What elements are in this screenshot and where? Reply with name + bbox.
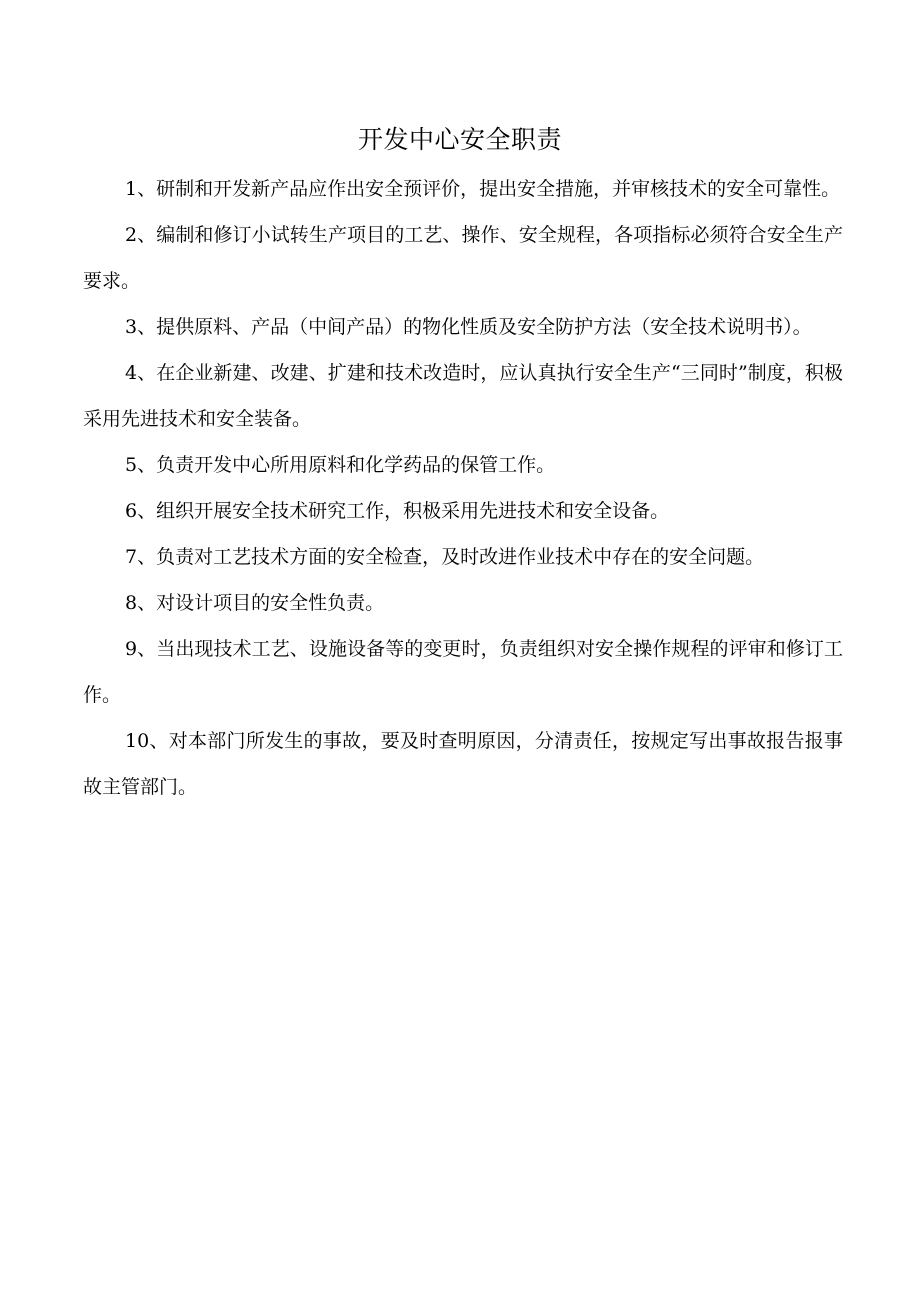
duty-item-6: 6、组织开展安全技术研究工作，积极采用先进技术和安全设备。 bbox=[125, 500, 670, 522]
duty-item-7: 7、负责对工艺技术方面的安全检查，及时改进作业技术中存在的安全问题。 bbox=[125, 546, 765, 568]
document-body bbox=[83, 166, 843, 810]
duty-item-10: 10、对本部门所发生的事故，要及时查明原因，分清责任，按规定写出事故报告报事故主管部门。 bbox=[83, 730, 843, 798]
duty-item-1: 1、研制和开发新产品应作出安全预评价，提出安全措施，并审核技术的安全可靠性。 bbox=[125, 178, 841, 200]
page-title: 开发中心安全职责 bbox=[357, 125, 562, 154]
duty-item-9: 9、当出现技术工艺、设施设备等的变更时，负责组织对安全操作规程的评审和修订工作。 bbox=[83, 638, 843, 706]
duty-item-8: 8、对设计项目的安全性负责。 bbox=[125, 592, 385, 614]
duty-item-5: 5、负责开发中心所用原料和化学药品的保管工作。 bbox=[125, 454, 556, 476]
duty-item-4: 4、在企业新建、改建、扩建和技术改造时，应认真执行安全生产“三同时”制度，积极采用先进技术和安全装备。 bbox=[83, 362, 843, 430]
duty-item-3: 3、提供原料、产品（中间产品）的物化性质及安全防护方法（安全技术说明书）。 bbox=[125, 316, 812, 338]
duty-item-2: 2、编制和修订小试转生产项目的工艺、操作、安全规程，各项指标必须符合安全生产要求。 bbox=[83, 224, 843, 292]
